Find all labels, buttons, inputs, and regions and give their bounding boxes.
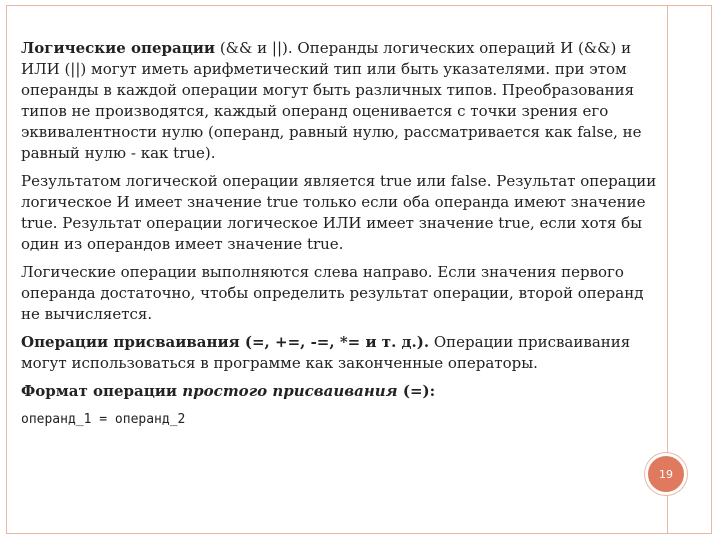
paragraph-assignment-format [21,381,661,402]
paragraph-assignment-operations [21,332,661,374]
logical-operations-text: (&& и ||). Операнды логических операций И (&&) и ИЛИ (||) могут иметь арифметический тип или быть указателями. при этом операнды в каждой операции могут быть различных типов. Преобразования типов не производятся, каждый операнд оценивается с точки зрения его эквивалентности нулю (операнд, равный нулю, рассматривается как false, не равный нулю - как true). [21,39,642,162]
assignment-code-example: операнд_1 = операнд_2 [21,412,186,427]
assignment-operations-heading: Операции присваивания (=, +=, -=, *= и т. д.). [21,333,430,351]
format-heading-part2: (=): [397,382,436,400]
slide-content [21,38,661,437]
paragraph-logical-operations [21,38,661,164]
paragraph-logical-result: Результатом логической операции является true или false. Результат операции логическое И имеет значение true только если оба операнда имеют значение true. Результат операции логическое ИЛИ имеет значение true, если хотя бы один из операндов имеет значение true. [21,172,657,253]
assignment-operations-text: Операции присваивания могут использоваться в программе как законченные операторы. [21,333,631,372]
logical-operations-heading: Логические операции [21,39,216,57]
format-heading-part1: Формат операции [21,382,183,400]
page-number-badge: 19 [645,453,687,495]
paragraph-evaluation-order: Логические операции выполняются слева направо. Если значения первого операнда достаточно, чтобы определить результат операции, второй операнд не вычисляется. [21,263,644,323]
format-heading-italic: простого присваивания [182,382,398,400]
